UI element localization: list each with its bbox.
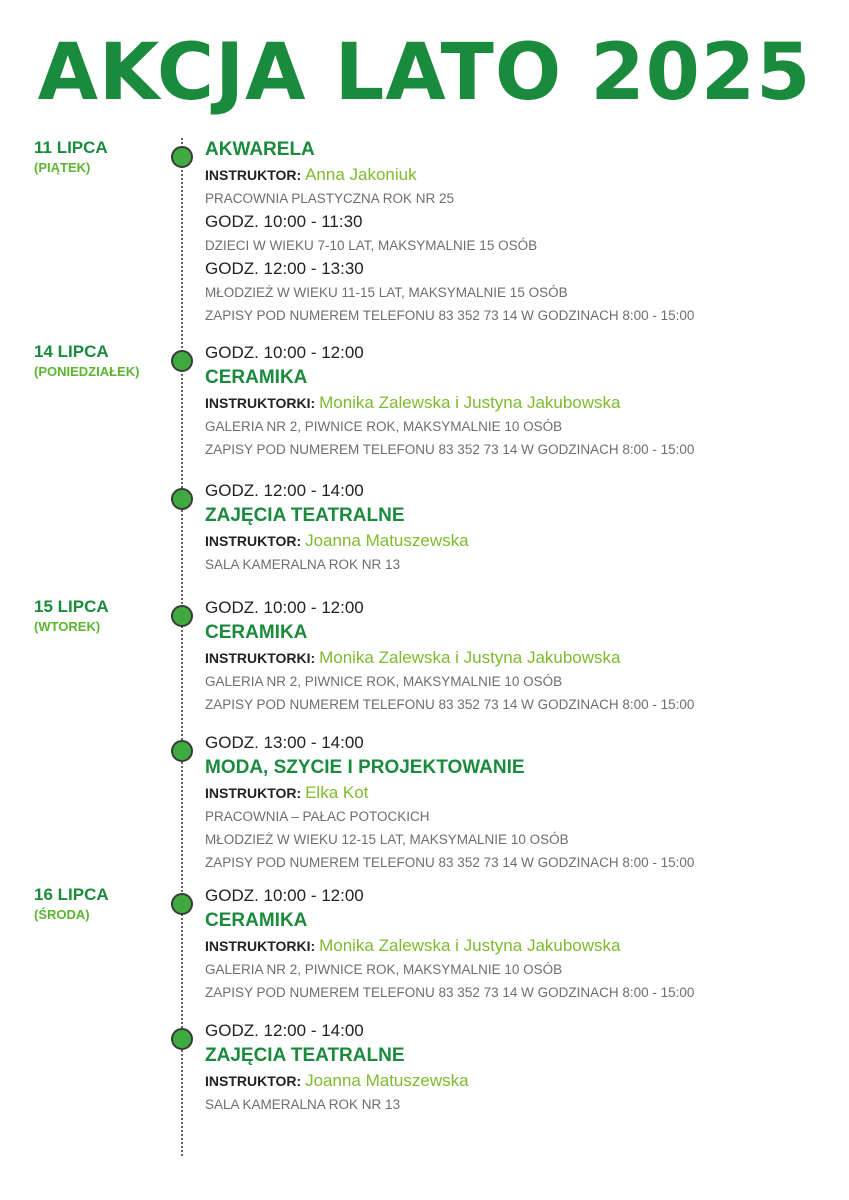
event-time: GODZ. 10:00 - 11:30 xyxy=(205,212,363,231)
activity-name: CERAMIKA xyxy=(205,910,308,931)
instructor-label: INSTRUKTORKI: xyxy=(205,650,316,666)
instructor-label: INSTRUKTOR: xyxy=(205,167,302,183)
instructor-label: INSTRUKTOR: xyxy=(205,1073,302,1089)
instructor-name: Joanna Matuszewska xyxy=(305,531,469,550)
instructor-line xyxy=(205,1068,835,1093)
timeline-dot-icon xyxy=(171,350,193,372)
location-text: GALERIA NR 2, PIWNICE ROK, MAKSYMALNIE 10 OSÓB xyxy=(205,962,563,977)
timeline-dot-icon xyxy=(171,605,193,627)
location-text: PRACOWNIA – PAŁAC POTOCKICH xyxy=(205,809,430,824)
event-time: GODZ. 13:00 - 14:00 xyxy=(205,733,364,752)
day-date: 15 LIPCA xyxy=(34,597,109,616)
instructor-label: INSTRUKTOR: xyxy=(205,785,302,801)
event-block xyxy=(205,596,835,716)
group-text: DZIECI W WIEKU 7-10 LAT, MAKSYMALNIE 15 OSÓB xyxy=(205,238,538,253)
activity-name: MODA, SZYCIE I PROJEKTOWANIE xyxy=(205,757,525,778)
event-block xyxy=(205,1019,835,1116)
activity-name: CERAMIKA xyxy=(205,367,308,388)
signup-text: ZAPISY POD NUMEREM TELEFONU 83 352 73 14 W GODZINACH 8:00 - 15:00 xyxy=(205,308,695,323)
event-block xyxy=(205,479,835,576)
location-text: SALA KAMERALNA ROK NR 13 xyxy=(205,557,401,572)
timeline-dot-icon xyxy=(171,1028,193,1050)
group-text: MŁODZIEŻ W WIEKU 12-15 LAT, MAKSYMALNIE 10 OSÓB xyxy=(205,832,569,847)
instructor-name: Anna Jakoniuk xyxy=(305,165,417,184)
timeline-dot-icon xyxy=(171,146,193,168)
instructor-name: Monika Zalewska i Justyna Jakubowska xyxy=(319,936,621,955)
instructor-name: Monika Zalewska i Justyna Jakubowska xyxy=(319,393,621,412)
event-time: GODZ. 10:00 - 12:00 xyxy=(205,598,364,617)
timeline-dot-icon xyxy=(171,488,193,510)
timeline-dot-icon xyxy=(171,893,193,915)
location-text: GALERIA NR 2, PIWNICE ROK, MAKSYMALNIE 10 OSÓB xyxy=(205,674,563,689)
signup-text: ZAPISY POD NUMEREM TELEFONU 83 352 73 14 W GODZINACH 8:00 - 15:00 xyxy=(205,442,695,457)
event-block xyxy=(205,341,835,461)
event-block xyxy=(205,884,835,1004)
day-label xyxy=(34,597,109,636)
timeline-dot-icon xyxy=(171,740,193,762)
timeline-line xyxy=(181,138,183,1156)
instructor-line xyxy=(205,933,835,958)
event-block xyxy=(205,137,835,327)
event-time: GODZ. 12:00 - 14:00 xyxy=(205,1021,364,1040)
day-label xyxy=(34,138,108,177)
day-weekday: (WTOREK) xyxy=(34,619,101,634)
signup-text: ZAPISY POD NUMEREM TELEFONU 83 352 73 14 W GODZINACH 8:00 - 15:00 xyxy=(205,697,695,712)
event-time: GODZ. 12:00 - 14:00 xyxy=(205,481,364,500)
instructor-name: Joanna Matuszewska xyxy=(305,1071,469,1090)
day-date: 11 LIPCA xyxy=(34,138,108,157)
instructor-line xyxy=(205,780,835,805)
instructor-label: INSTRUKTORKI: xyxy=(205,395,316,411)
activity-name: ZAJĘCIA TEATRALNE xyxy=(205,505,405,526)
day-label xyxy=(34,885,109,924)
page-title: AKCJA LATO 2025 xyxy=(37,28,812,118)
event-block xyxy=(205,731,835,874)
instructor-label: INSTRUKTOR: xyxy=(205,533,302,549)
instructor-name: Monika Zalewska i Justyna Jakubowska xyxy=(319,648,621,667)
location-text: PRACOWNIA PLASTYCZNA ROK NR 25 xyxy=(205,191,455,206)
day-label xyxy=(34,342,139,381)
instructor-label: INSTRUKTORKI: xyxy=(205,938,316,954)
instructor-line xyxy=(205,390,835,415)
event-time: GODZ. 10:00 - 12:00 xyxy=(205,886,364,905)
signup-text: ZAPISY POD NUMEREM TELEFONU 83 352 73 14 W GODZINACH 8:00 - 15:00 xyxy=(205,855,695,870)
activity-name: AKWARELA xyxy=(205,139,315,160)
event-time: GODZ. 10:00 - 12:00 xyxy=(205,343,364,362)
group-text: MŁODZIEŻ W WIEKU 11-15 LAT, MAKSYMALNIE 15 OSÓB xyxy=(205,285,568,300)
instructor-line xyxy=(205,528,835,553)
activity-name: ZAJĘCIA TEATRALNE xyxy=(205,1045,405,1066)
day-date: 14 LIPCA xyxy=(34,342,109,361)
day-date: 16 LIPCA xyxy=(34,885,109,904)
signup-text: ZAPISY POD NUMEREM TELEFONU 83 352 73 14 W GODZINACH 8:00 - 15:00 xyxy=(205,985,695,1000)
day-weekday: (ŚRODA) xyxy=(34,907,90,922)
instructor-line xyxy=(205,645,835,670)
event-time: GODZ. 12:00 - 13:30 xyxy=(205,259,364,278)
activity-name: CERAMIKA xyxy=(205,622,308,643)
day-weekday: (PONIEDZIAŁEK) xyxy=(34,364,140,379)
location-text: GALERIA NR 2, PIWNICE ROK, MAKSYMALNIE 10 OSÓB xyxy=(205,419,563,434)
instructor-line xyxy=(205,162,835,187)
location-text: SALA KAMERALNA ROK NR 13 xyxy=(205,1097,401,1112)
instructor-name: Elka Kot xyxy=(305,783,369,802)
day-weekday: (PIĄTEK) xyxy=(34,160,91,175)
